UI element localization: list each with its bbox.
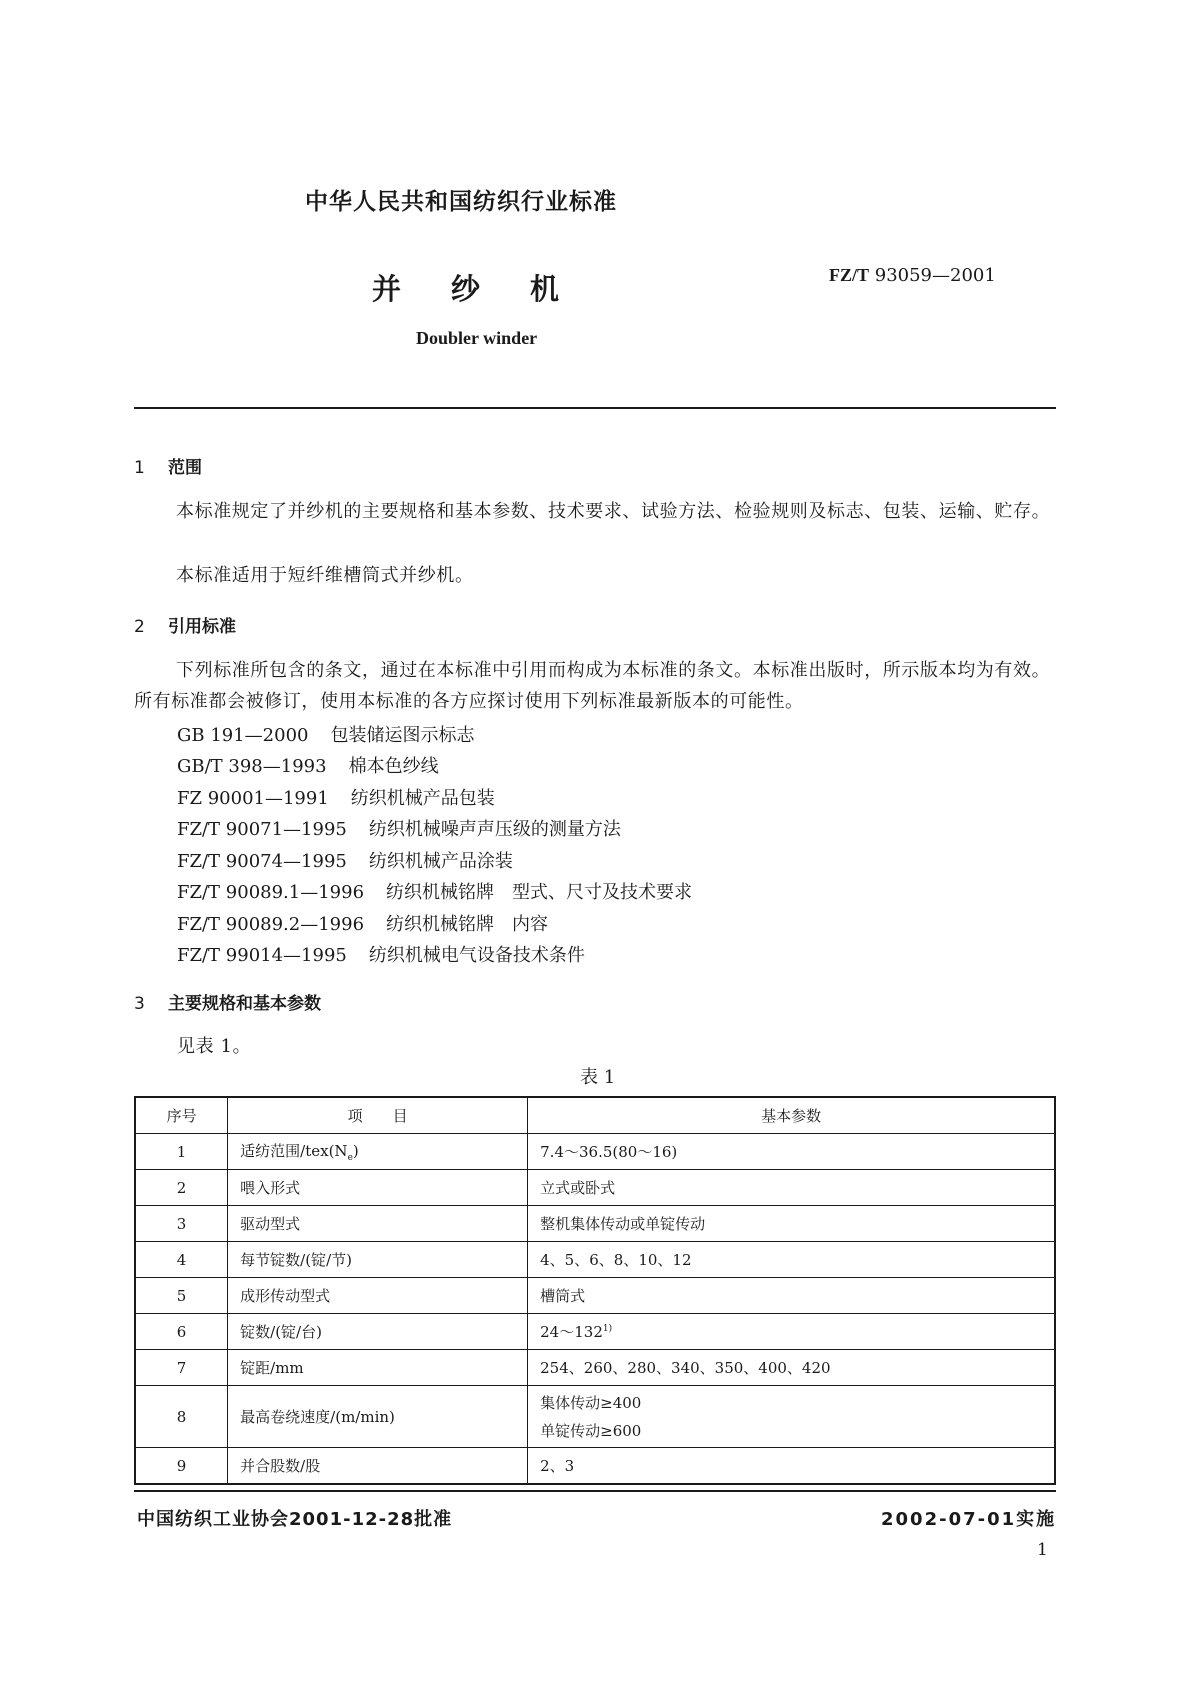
- reference-code: FZ 90001—1991: [177, 788, 329, 809]
- table-row: [135, 1314, 1055, 1350]
- reference-name: 纺织机械产品包装: [350, 788, 495, 809]
- implementation-date: 2002-07-01实施: [881, 1509, 1057, 1530]
- row-item: 并合股数/股: [228, 1448, 528, 1485]
- section-3-paragraph-1: 见表 1。: [177, 1036, 252, 1057]
- row-value: 2、3: [528, 1448, 1055, 1485]
- english-title: Doubler winder: [416, 328, 538, 348]
- reference-item: [177, 941, 585, 967]
- footer-divider: [134, 1490, 1056, 1492]
- reference-code: GB 191—2000: [177, 725, 309, 746]
- table-row: [135, 1350, 1055, 1386]
- row-item-subscript: e: [347, 1153, 353, 1163]
- reference-name: 纺织机械铭牌 内容: [386, 914, 549, 935]
- table-row: [135, 1242, 1055, 1278]
- section-3-heading: [134, 989, 321, 1014]
- document-title: 并纱机: [372, 272, 610, 306]
- approval-statement: 中国纺织工业协会2001-12-28批准: [137, 1509, 453, 1530]
- standard-number-prefix: FZ/T: [829, 265, 870, 285]
- reference-item: [177, 815, 621, 841]
- row-value: 7.4～36.5(80～16): [528, 1134, 1055, 1170]
- row-item-text: 适纺范围/tex(N: [240, 1142, 348, 1160]
- row-number: 2: [135, 1170, 228, 1206]
- section-1-paragraph-2: 本标准适用于短纤维槽筒式并纱机。: [176, 565, 474, 586]
- row-item: 成形传动型式: [228, 1278, 528, 1314]
- row-value: [528, 1314, 1055, 1350]
- issuing-organization: 中华人民共和国纺织行业标准: [305, 189, 617, 215]
- footnote-marker: 1): [602, 1324, 613, 1334]
- reference-code: FZ/T 90071—1995: [177, 819, 347, 840]
- row-number: 6: [135, 1314, 228, 1350]
- section-3-number: 3: [134, 994, 145, 1014]
- reference-item: [177, 784, 495, 810]
- standard-number: [829, 265, 996, 286]
- table-caption: 表 1: [580, 1067, 616, 1088]
- reference-name: 纺织机械噪声声压级的测量方法: [368, 819, 621, 840]
- row-value: 立式或卧式: [528, 1170, 1055, 1206]
- section-2-heading: [134, 612, 236, 637]
- section-2-title: 引用标准: [168, 617, 236, 637]
- row-value: 4、5、6、8、10、12: [528, 1242, 1055, 1278]
- row-number: 7: [135, 1350, 228, 1386]
- table-row: [135, 1278, 1055, 1314]
- section-1-number: 1: [134, 458, 145, 478]
- table-row: [135, 1134, 1055, 1170]
- row-item: 锭数/(锭/台): [228, 1314, 528, 1350]
- section-1-title: 范围: [168, 458, 202, 478]
- section-2-paragraph-1: 下列标准所包含的条文，通过在本标准中引用而构成为本标准的条文。本标准出版时，所示版本均为有效。所有标准都会被修订，使用本标准的各方应探讨使用下列标准最新版本的可能性。: [134, 660, 1051, 712]
- row-value: 整机集体传动或单锭传动: [528, 1206, 1055, 1242]
- row-number: 4: [135, 1242, 228, 1278]
- table-header-cell: 序号: [135, 1097, 228, 1134]
- reference-item: [177, 878, 692, 904]
- row-item: [228, 1134, 528, 1170]
- section-3-title: 主要规格和基本参数: [168, 994, 321, 1014]
- table-header-cell: 项 目: [228, 1097, 528, 1134]
- row-value: 槽筒式: [528, 1278, 1055, 1314]
- table-header-row: [135, 1097, 1055, 1134]
- table-row: [135, 1170, 1055, 1206]
- row-item: 最高卷绕速度/(m/min): [228, 1386, 528, 1448]
- row-item: 喂入形式: [228, 1170, 528, 1206]
- reference-name: 包装储运图示标志: [330, 725, 475, 746]
- reference-name: 棉本色纱线: [348, 756, 439, 777]
- table-row: [135, 1206, 1055, 1242]
- reference-item: [177, 721, 475, 747]
- table-row: [135, 1448, 1055, 1485]
- reference-code: FZ/T 90089.1—1996: [177, 882, 365, 903]
- row-item: 驱动型式: [228, 1206, 528, 1242]
- row-item: 每节锭数/(锭/节): [228, 1242, 528, 1278]
- row-number: 9: [135, 1448, 228, 1485]
- row-number: 3: [135, 1206, 228, 1242]
- page-number: 1: [1037, 1540, 1048, 1560]
- reference-item: [177, 847, 513, 873]
- header-divider: [134, 407, 1056, 409]
- reference-item: [177, 910, 548, 936]
- section-2-number: 2: [134, 617, 145, 637]
- reference-code: GB/T 398—1993: [177, 756, 327, 777]
- row-number: 8: [135, 1386, 228, 1448]
- reference-name: 纺织机械电气设备技术条件: [368, 945, 585, 966]
- section-1-heading: [134, 453, 202, 478]
- row-value-line: 集体传动≥400: [540, 1393, 642, 1412]
- table-header-cell: 基本参数: [528, 1097, 1055, 1134]
- reference-item: [177, 752, 439, 778]
- reference-code: FZ/T 90074—1995: [177, 851, 347, 872]
- reference-code: FZ/T 99014—1995: [177, 945, 347, 966]
- standard-number-value: 93059—2001: [874, 265, 996, 286]
- row-item: 锭距/mm: [228, 1350, 528, 1386]
- row-number: 5: [135, 1278, 228, 1314]
- row-value: 254、260、280、340、350、400、420: [528, 1350, 1055, 1386]
- row-number: 1: [135, 1134, 228, 1170]
- section-1-paragraph-1: 本标准规定了并纱机的主要规格和基本参数、技术要求、试验方法、检验规则及标志、包装、运输、贮存。: [176, 501, 1051, 522]
- parameters-table: [134, 1096, 1056, 1485]
- row-item-tail: ): [352, 1142, 359, 1160]
- reference-name: 纺织机械铭牌 型式、尺寸及技术要求: [386, 882, 693, 903]
- reference-code: FZ/T 90089.2—1996: [177, 914, 365, 935]
- row-value-line: 单锭传动≥600: [540, 1421, 642, 1440]
- table-row: [135, 1386, 1055, 1448]
- row-value-text: 24～132: [540, 1323, 603, 1341]
- row-value: [528, 1386, 1055, 1448]
- reference-name: 纺织机械产品涂装: [368, 851, 513, 872]
